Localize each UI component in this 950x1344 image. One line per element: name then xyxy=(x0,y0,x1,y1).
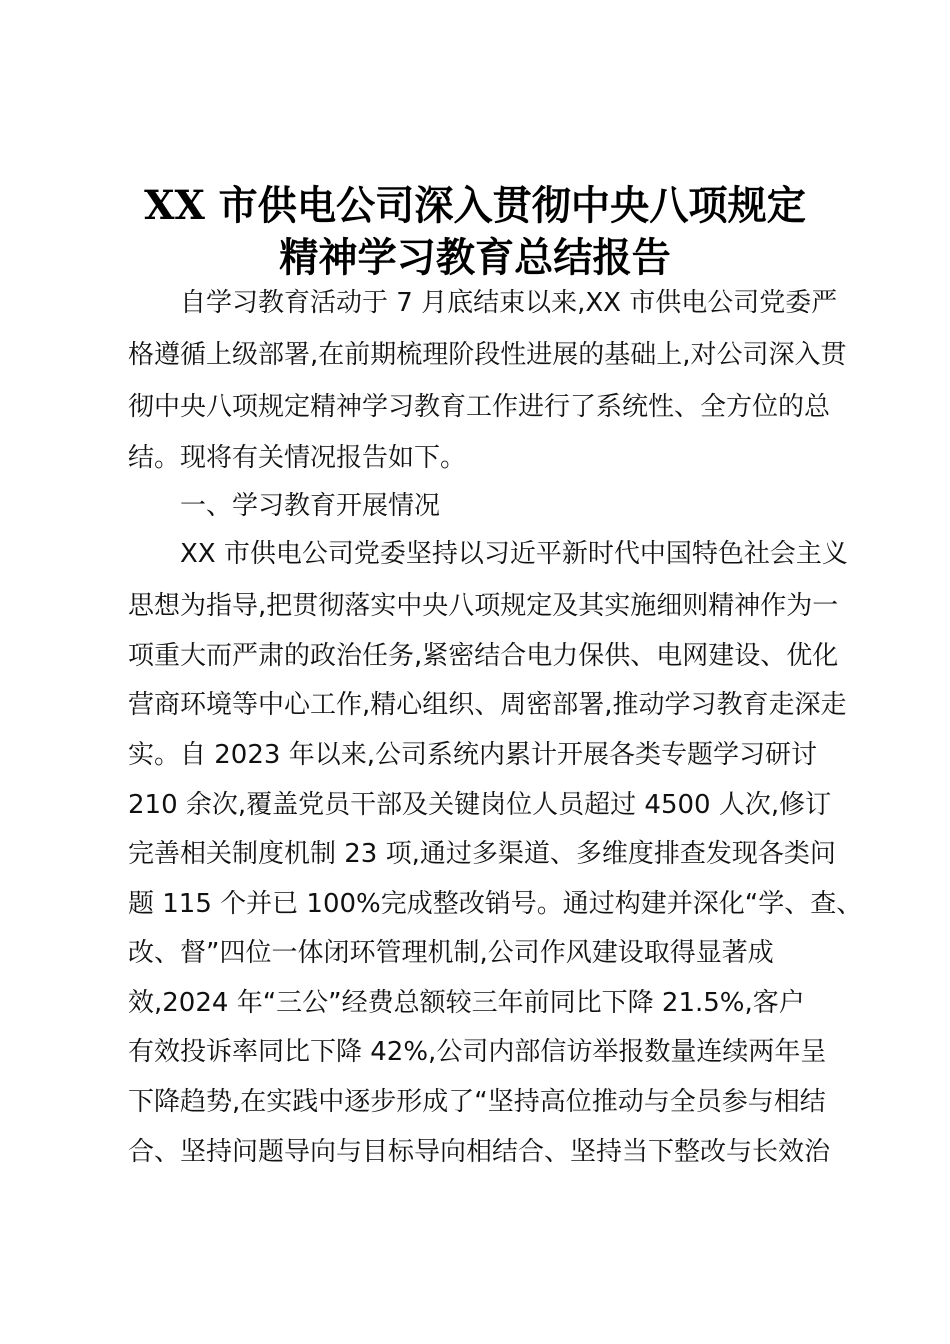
paragraph-line: XX 市供电公司党委坚持以习近平新时代中国特色社会主义 xyxy=(180,539,848,569)
section-heading: 一、学习教育开展情况 xyxy=(180,491,441,521)
paragraph-line: 完善相关制度机制 23 项,通过多渠道、多维度排查发现各类问 xyxy=(128,839,836,869)
paragraph-line: 项重大而严肃的政治任务,紧密结合电力保供、电网建设、优化 xyxy=(128,641,839,671)
paragraph-line: 下降趋势,在实践中逐步形成了“坚持高位推动与全员参与相结 xyxy=(128,1087,826,1117)
paragraph-line: 题 115 个并已 100%完成整改销号。通过构建并深化“学、查、 xyxy=(128,889,863,919)
paragraph-line: 210 余次,覆盖党员干部及关键岗位人员超过 4500 人次,修订 xyxy=(128,790,832,820)
paragraph-line: 实。自 2023 年以来,公司系统内累计开展各类专题学习研讨 xyxy=(128,740,817,770)
document-title-line-2: 精神学习教育总结报告 xyxy=(279,234,671,281)
paragraph-line: 合、坚持问题导向与目标导向相结合、坚持当下整改与长效治 xyxy=(128,1137,831,1167)
paragraph-line: 格遵循上级部署,在前期梳理阶段性进展的基础上,对公司深入贯 xyxy=(128,340,847,370)
paragraph-line: 效,2024 年“三公”经费总额较三年前同比下降 21.5%,客户 xyxy=(128,988,805,1018)
paragraph-line: 有效投诉率同比下降 42%,公司内部信访举报数量连续两年呈 xyxy=(128,1037,827,1067)
paragraph-line: 自学习教育活动于 7 月底结束以来,XX 市供电公司党委严 xyxy=(180,288,838,318)
paragraph-line: 营商环境等中心工作,精心组织、周密部署,推动学习教育走深走 xyxy=(128,690,847,720)
paragraph-line: 彻中央八项规定精神学习教育工作进行了系统性、全方位的总 xyxy=(128,392,831,422)
paragraph-line: 结。现将有关情况报告如下。 xyxy=(128,443,467,473)
paragraph-line: 思想为指导,把贯彻落实中央八项规定及其实施细则精神作为一 xyxy=(128,591,839,621)
document-title-line-1: XX 市供电公司深入贯彻中央八项规定 xyxy=(144,182,806,229)
paragraph-line: 改、督”四位一体闭环管理机制,公司作风建设取得显著成 xyxy=(128,938,774,968)
